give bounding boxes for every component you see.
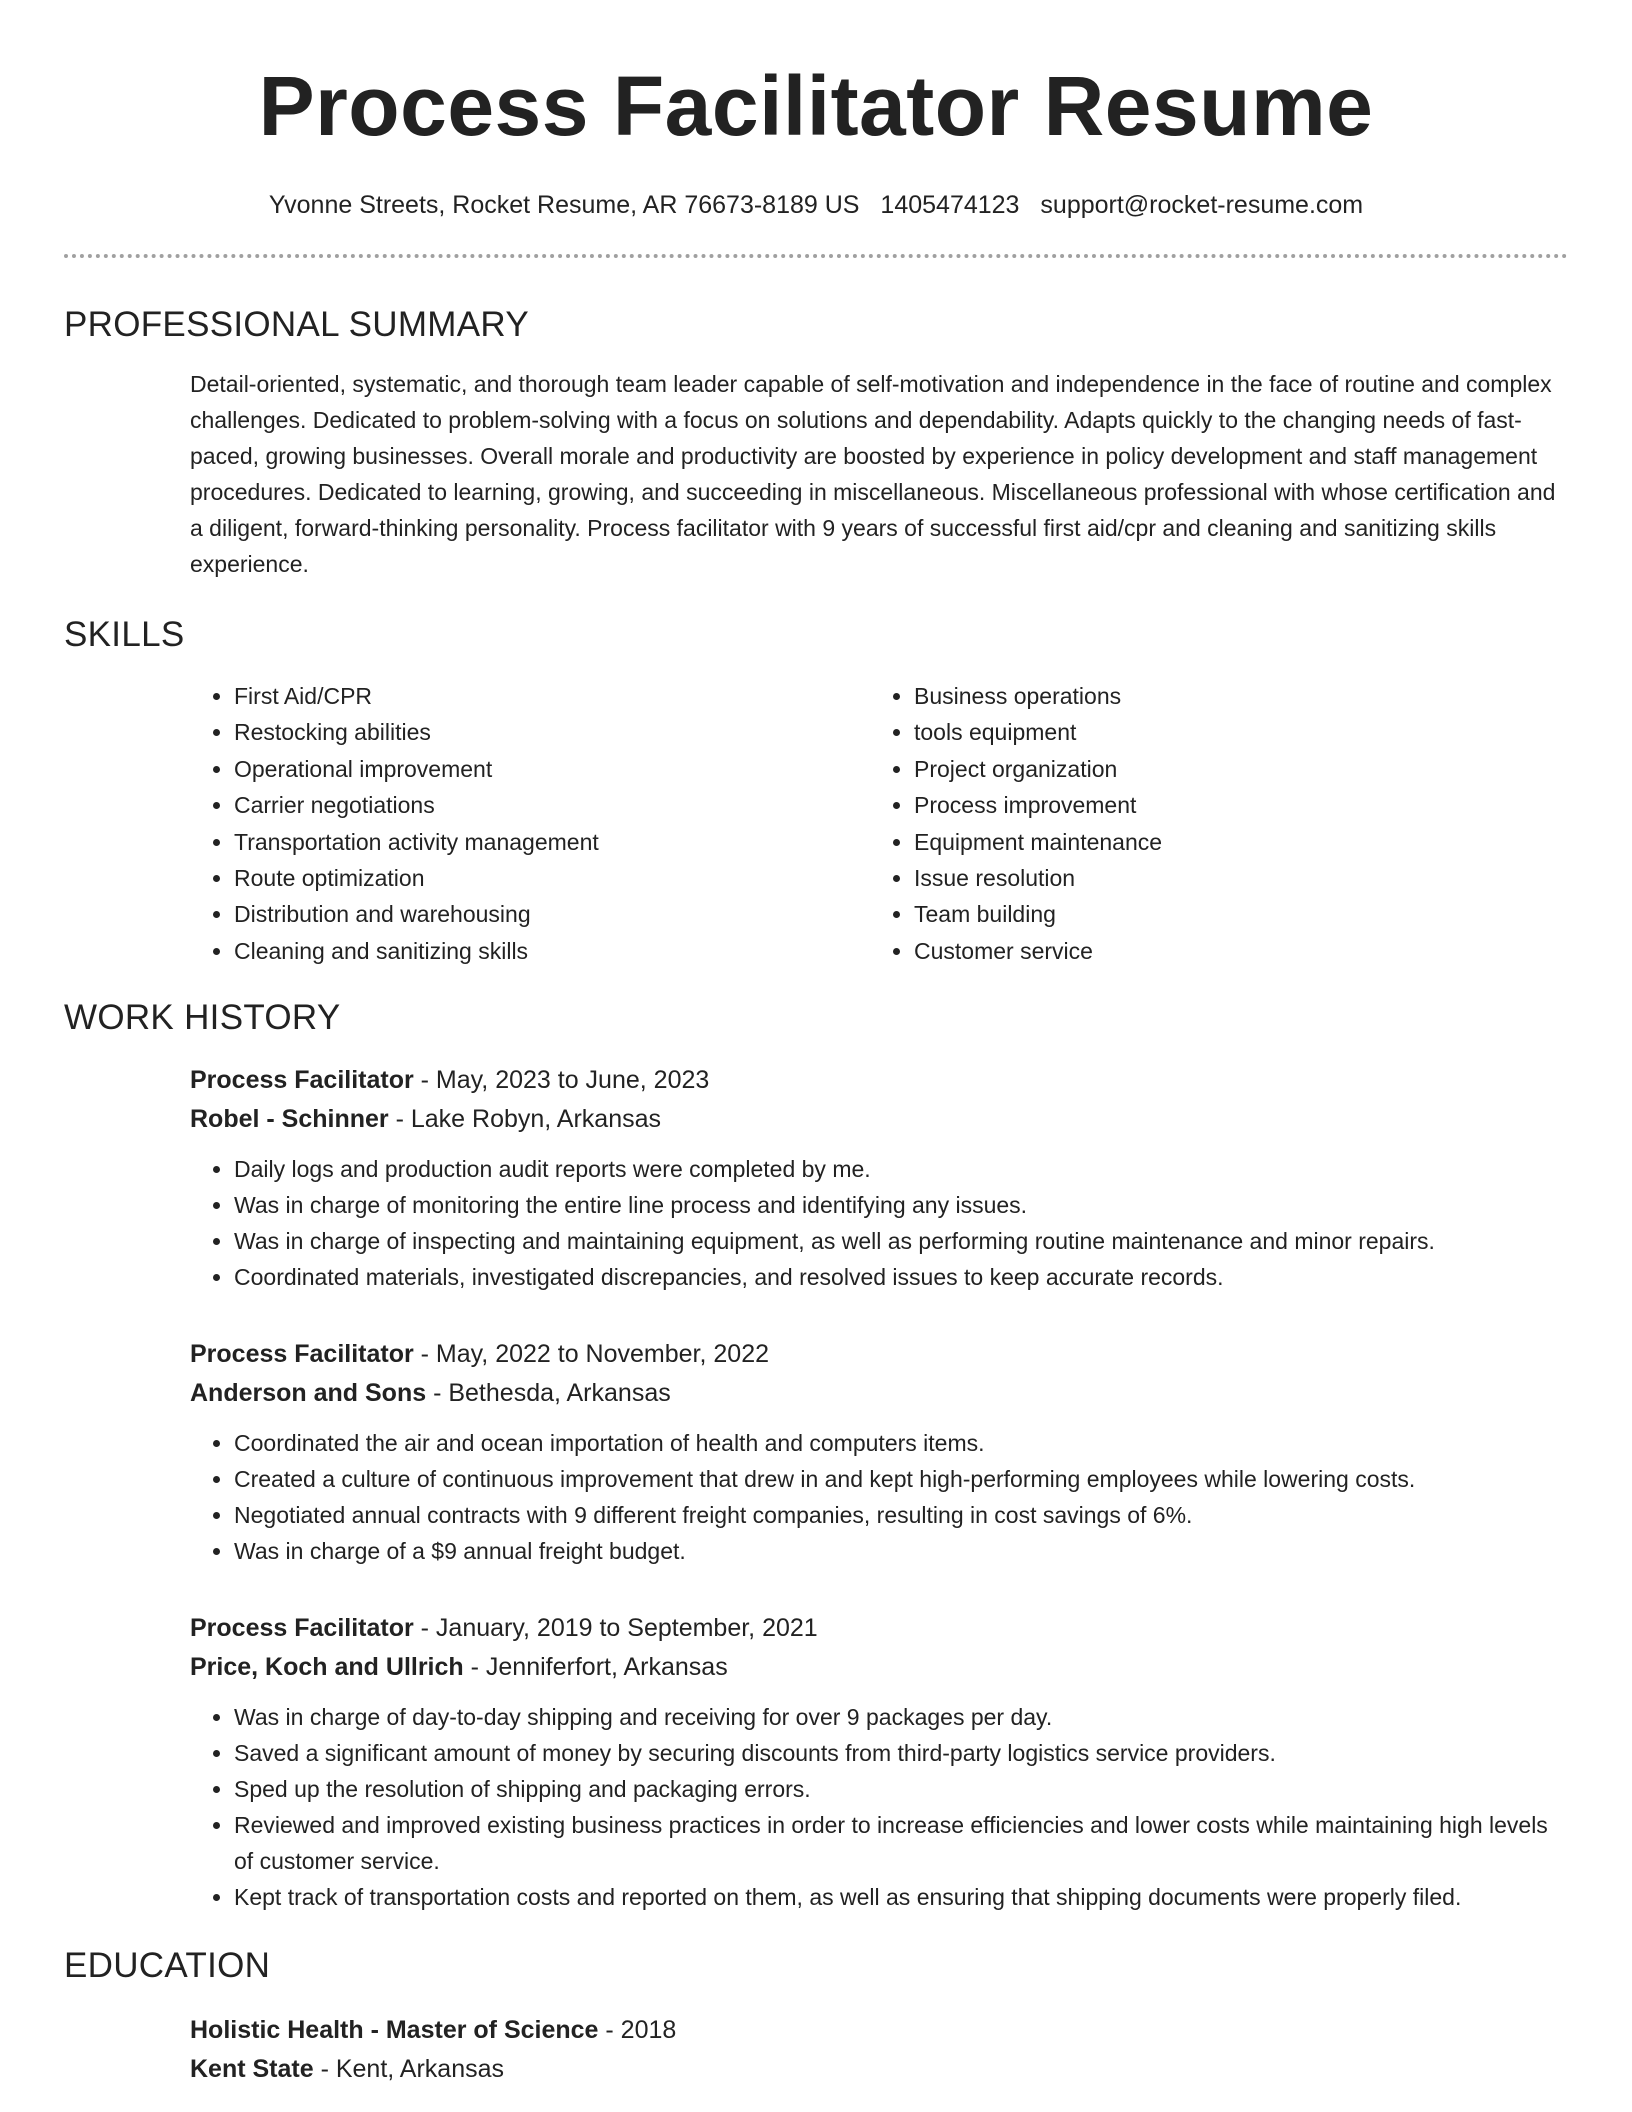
job-dates: - January, 2019 to September, 2021 xyxy=(413,1614,818,1643)
contact-email: support@rocket-resume.com xyxy=(1040,191,1364,219)
job-company-line xyxy=(190,1648,1568,1687)
job-title-line xyxy=(190,1335,1568,1374)
job-title: Process Facilitator xyxy=(190,1340,414,1369)
job-location: - Jenniferfort, Arkansas xyxy=(463,1653,728,1682)
job-company: Price, Koch and Ullrich xyxy=(190,1653,464,1682)
job-bullet: • Negotiated annual contracts with 9 different freight companies, resulting in cost savings of 6%. xyxy=(234,1497,1568,1533)
job-bullet: • Was in charge of day-to-day shipping and receiving for over 9 packages per day. xyxy=(234,1699,1568,1735)
job-bullet: • Was in charge of inspecting and maintaining equipment, as well as performing routine maintenance and minor repairs. xyxy=(234,1223,1568,1259)
job-bullet: • Kept track of transportation costs and reported on them, as well as ensuring that shipping documents were properly filed. xyxy=(234,1879,1568,1915)
skill-item: • Distribution and warehousing xyxy=(234,896,870,932)
skill-item: • Transportation activity management xyxy=(234,824,870,860)
skill-item: • Carrier negotiations xyxy=(234,787,870,823)
job-bullet: • Created a culture of continuous improvement that drew in and kept high-performing employees while lowering costs. xyxy=(234,1461,1568,1497)
job-bullets xyxy=(190,1699,1568,1915)
page-title: Process Facilitator Resume xyxy=(258,59,1374,153)
degree-line xyxy=(190,2011,1568,2050)
job-company: Anderson and Sons xyxy=(190,1379,427,1408)
job-entry xyxy=(190,1335,1568,1569)
skill-item: • Cleaning and sanitizing skills xyxy=(234,933,870,969)
job-title-line xyxy=(190,1061,1568,1100)
skills-list xyxy=(190,678,1568,969)
education-entry xyxy=(190,2011,1568,2089)
skill-item: • Process improvement xyxy=(914,787,1550,823)
summary-text: Detail-oriented, systematic, and thorough team leader capable of self-motivation and independence in the face of routine and complex challenges. Dedicated to problem-solving with a focus on solutions and dependability. Adapts quickly to the changing needs of fast-paced, growing businesses. Overall morale and productivity are boosted by experience in policy development and staff management procedures. Dedicated to learning, growing, and succeeding in miscellaneous. Miscellaneous professional with whose certification and a diligent, forward-thinking personality. Process facilitator with 9 years of successful first aid/cpr and cleaning and sanitizing skills experience. xyxy=(190,371,1556,577)
job-bullet: • Daily logs and production audit reports were completed by me. xyxy=(234,1151,1568,1187)
skills-column-right xyxy=(870,678,1550,969)
degree: Holistic Health - Master of Science xyxy=(190,2016,599,2045)
job-title-line xyxy=(190,1609,1568,1648)
skill-item: • tools equipment xyxy=(914,714,1550,750)
job-bullets xyxy=(190,1151,1568,1295)
skills-heading: SKILLS xyxy=(64,615,185,654)
job-company-line xyxy=(190,1100,1568,1139)
job-title: Process Facilitator xyxy=(190,1614,414,1643)
skill-item: • Issue resolution xyxy=(914,860,1550,896)
skill-item: • Operational improvement xyxy=(234,751,870,787)
education-heading: EDUCATION xyxy=(64,1946,271,1986)
job-location: - Lake Robyn, Arkansas xyxy=(388,1105,662,1134)
header-divider xyxy=(64,254,1568,258)
skill-item: • Project organization xyxy=(914,751,1550,787)
job-bullets xyxy=(190,1425,1568,1569)
skill-item: • Customer service xyxy=(914,933,1550,969)
job-title: Process Facilitator xyxy=(190,1066,414,1095)
job-bullet: • Was in charge of monitoring the entire line process and identifying any issues. xyxy=(234,1187,1568,1223)
contact-phone: 1405474123 xyxy=(880,191,1020,219)
job-entry xyxy=(190,1061,1568,1295)
skill-item: • Route optimization xyxy=(234,860,870,896)
job-entry xyxy=(190,1609,1568,1915)
job-bullet: • Was in charge of a $9 annual freight budget. xyxy=(234,1533,1568,1569)
school-line xyxy=(190,2050,1568,2089)
summary-heading: PROFESSIONAL SUMMARY xyxy=(64,305,529,344)
contact-address: Yvonne Streets, Rocket Resume, AR 76673-8189 US xyxy=(268,191,860,219)
job-bullet: • Saved a significant amount of money by securing discounts from third-party logistics service providers. xyxy=(234,1735,1568,1771)
job-bullet: • Coordinated the air and ocean importation of health and computers items. xyxy=(234,1425,1568,1461)
job-dates: - May, 2023 to June, 2023 xyxy=(413,1066,710,1095)
job-company: Robel - Schinner xyxy=(190,1105,389,1134)
job-bullet: • Reviewed and improved existing business practices in order to increase efficiencies and lower costs while maintaining high levels of customer service. xyxy=(234,1807,1568,1879)
degree-year: - 2018 xyxy=(598,2016,677,2045)
skill-item: • Equipment maintenance xyxy=(914,824,1550,860)
job-company-line xyxy=(190,1374,1568,1413)
job-bullet: • Sped up the resolution of shipping and packaging errors. xyxy=(234,1771,1568,1807)
job-dates: - May, 2022 to November, 2022 xyxy=(413,1340,770,1369)
contact-line xyxy=(64,188,1568,222)
school-location: - Kent, Arkansas xyxy=(313,2055,505,2084)
skill-item: • First Aid/CPR xyxy=(234,678,870,714)
job-location: - Bethesda, Arkansas xyxy=(426,1379,671,1408)
skill-item: • Business operations xyxy=(914,678,1550,714)
work-history-heading: WORK HISTORY xyxy=(64,998,341,1038)
skill-item: • Team building xyxy=(914,896,1550,932)
skills-column-left xyxy=(190,678,870,969)
skill-item: • Restocking abilities xyxy=(234,714,870,750)
school-name: Kent State xyxy=(190,2055,314,2084)
job-bullet: • Coordinated materials, investigated discrepancies, and resolved issues to keep accurate records. xyxy=(234,1259,1568,1295)
